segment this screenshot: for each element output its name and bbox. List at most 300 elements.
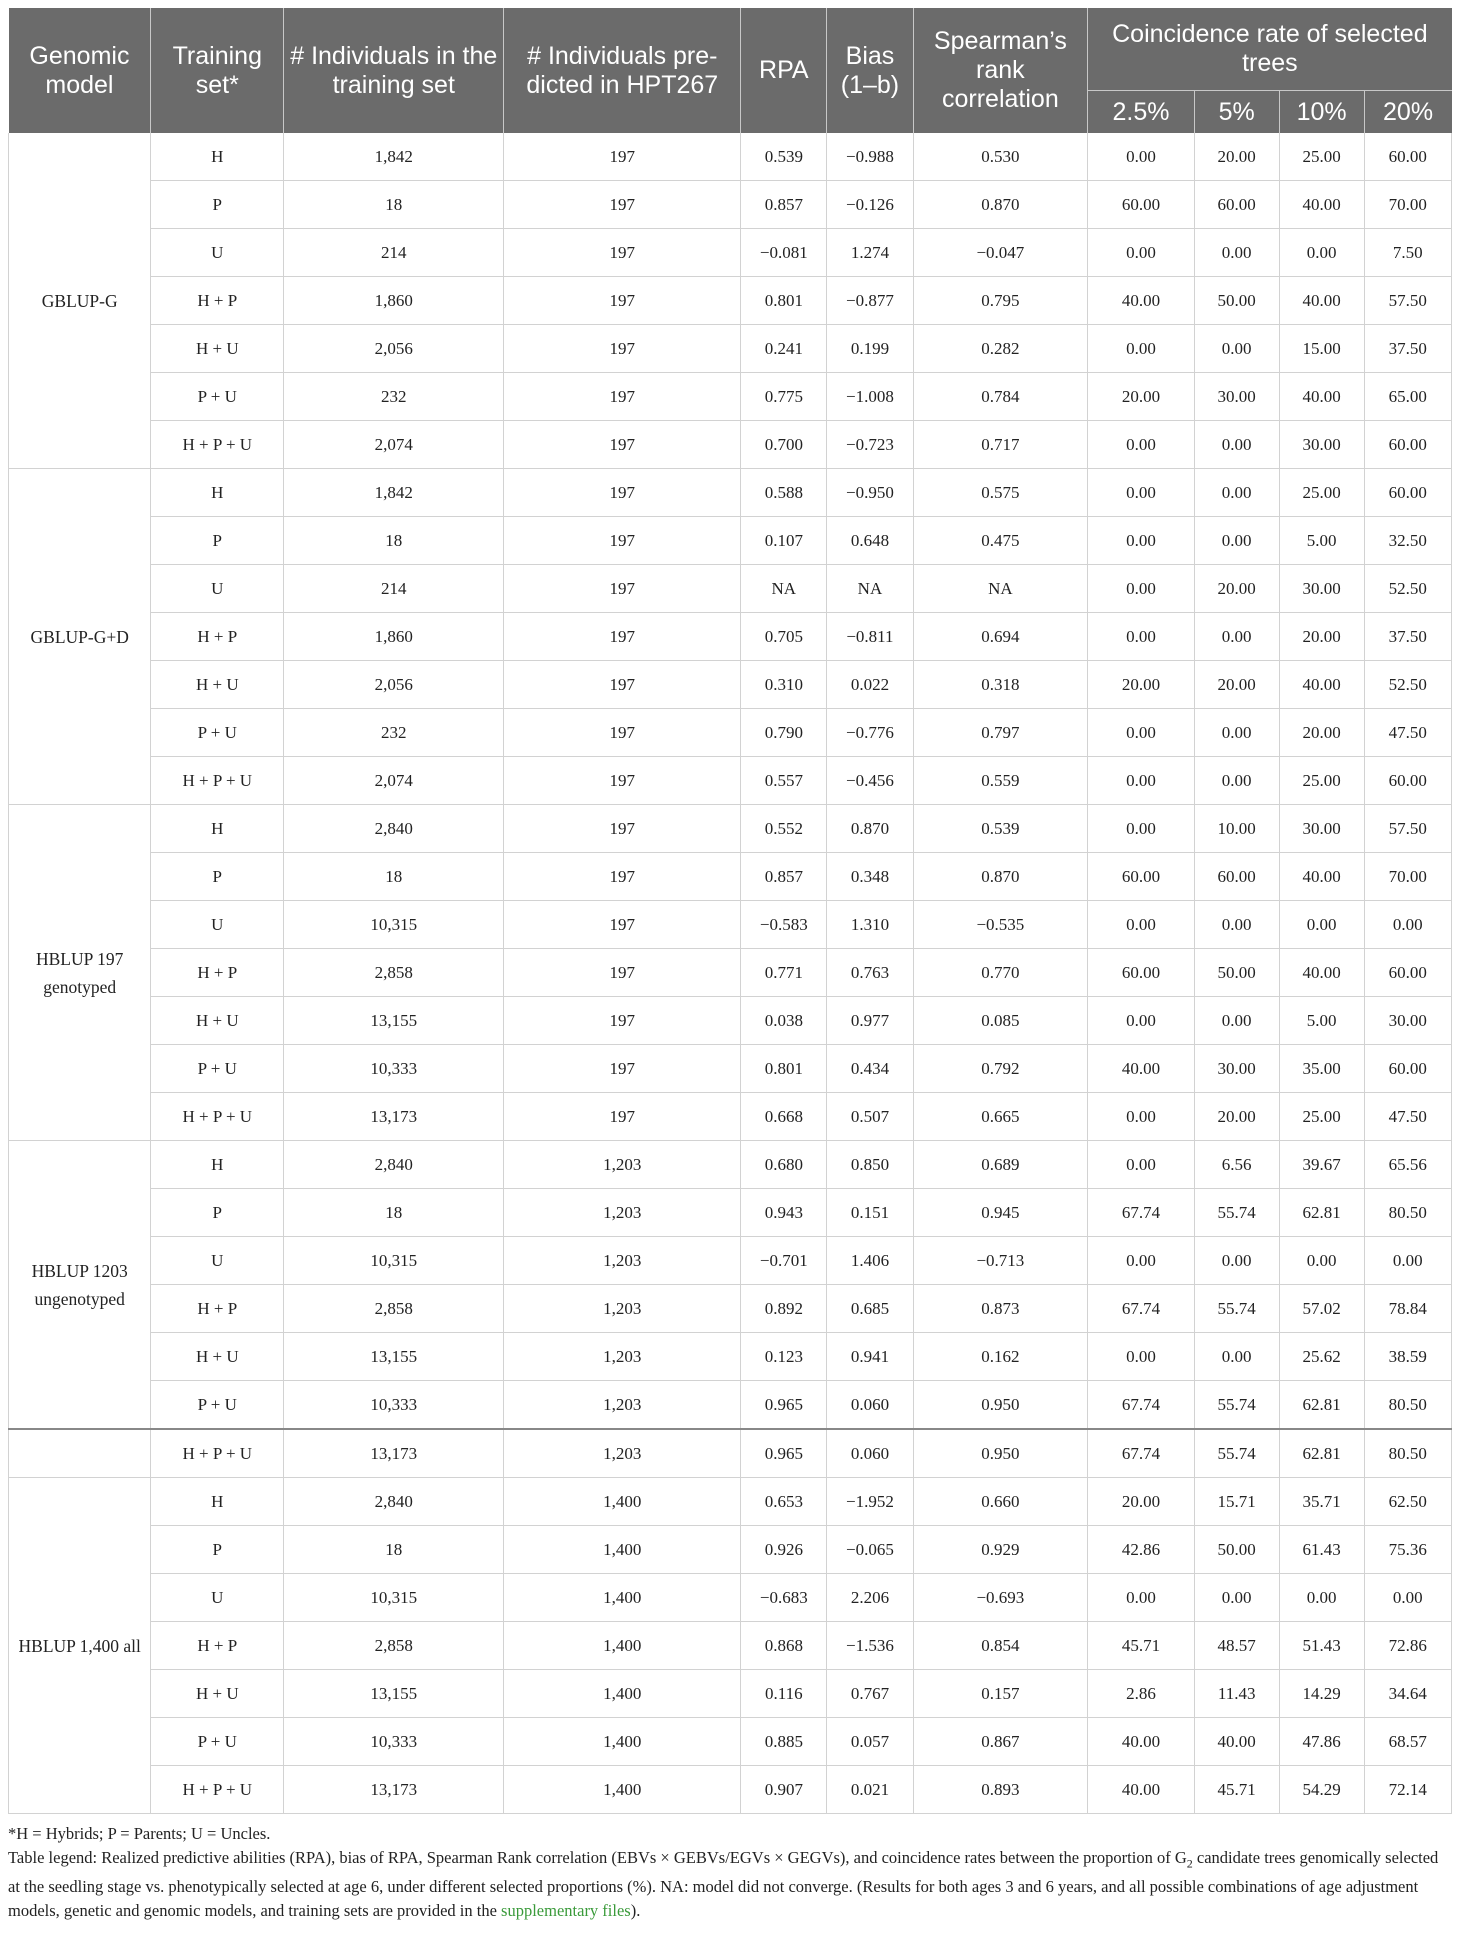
individuals-predicted-cell: 197 (504, 325, 741, 373)
rpa-cell: NA (741, 565, 827, 613)
bias-cell: 0.022 (827, 661, 913, 709)
coincidence-5-cell: 60.00 (1194, 853, 1279, 901)
coincidence-20-cell: 52.50 (1364, 565, 1451, 613)
spearman-cell: 0.539 (913, 805, 1088, 853)
individuals-training-cell: 2,074 (284, 757, 504, 805)
training-set-cell: H + U (151, 1333, 284, 1381)
individuals-predicted-cell: 1,203 (504, 1381, 741, 1430)
coincidence-2-5-cell: 67.74 (1088, 1189, 1194, 1237)
training-set-cell: H + U (151, 1670, 284, 1718)
table-row (9, 1718, 1452, 1766)
training-set-cell: P + U (151, 1045, 284, 1093)
individuals-predicted-cell: 1,400 (504, 1574, 741, 1622)
training-set-cell: H (151, 1141, 284, 1189)
coincidence-20-cell: 30.00 (1364, 997, 1451, 1045)
table-row (9, 1333, 1452, 1381)
spearman-cell: 0.689 (913, 1141, 1088, 1189)
coincidence-5-cell: 20.00 (1194, 661, 1279, 709)
document (8, 8, 1452, 1923)
coincidence-2-5-cell: 67.74 (1088, 1381, 1194, 1430)
individuals-predicted-cell: 197 (504, 613, 741, 661)
spearman-cell: 0.795 (913, 277, 1088, 325)
header-individuals-training: # Individuals in the training set (284, 8, 504, 133)
coincidence-20-cell: 80.50 (1364, 1429, 1451, 1478)
coincidence-10-cell: 15.00 (1279, 325, 1364, 373)
training-set-cell: H + U (151, 997, 284, 1045)
individuals-predicted-cell: 1,203 (504, 1333, 741, 1381)
rpa-cell: 0.557 (741, 757, 827, 805)
coincidence-10-cell: 0.00 (1279, 1237, 1364, 1285)
coincidence-10-cell: 39.67 (1279, 1141, 1364, 1189)
coincidence-5-cell: 0.00 (1194, 613, 1279, 661)
coincidence-5-cell: 55.74 (1194, 1429, 1279, 1478)
coincidence-5-cell: 45.71 (1194, 1766, 1279, 1814)
training-set-cell: P (151, 853, 284, 901)
coincidence-20-cell: 60.00 (1364, 469, 1451, 517)
individuals-predicted-cell: 197 (504, 757, 741, 805)
training-set-cell: H + P + U (151, 1766, 284, 1814)
coincidence-5-cell: 48.57 (1194, 1622, 1279, 1670)
individuals-training-cell: 10,333 (284, 1718, 504, 1766)
table-row (9, 949, 1452, 997)
spearman-cell: 0.854 (913, 1622, 1088, 1670)
rpa-cell: 0.771 (741, 949, 827, 997)
training-set-cell: H (151, 133, 284, 181)
bias-cell: −0.988 (827, 133, 913, 181)
bias-cell: −0.456 (827, 757, 913, 805)
training-set-cell: H (151, 805, 284, 853)
coincidence-2-5-cell: 60.00 (1088, 949, 1194, 997)
coincidence-2-5-cell: 0.00 (1088, 1237, 1194, 1285)
coincidence-5-cell: 6.56 (1194, 1141, 1279, 1189)
genomic-model-cell: GBLUP-G (9, 133, 151, 469)
individuals-predicted-cell: 1,203 (504, 1141, 741, 1189)
bias-cell: 0.850 (827, 1141, 913, 1189)
coincidence-5-cell: 55.74 (1194, 1189, 1279, 1237)
spearman-cell: 0.929 (913, 1526, 1088, 1574)
coincidence-10-cell: 51.43 (1279, 1622, 1364, 1670)
individuals-predicted-cell: 197 (504, 997, 741, 1045)
individuals-training-cell: 10,315 (284, 1237, 504, 1285)
bias-cell: 0.941 (827, 1333, 913, 1381)
table-row (9, 1622, 1452, 1670)
training-set-cell: P + U (151, 1718, 284, 1766)
individuals-training-cell: 2,074 (284, 421, 504, 469)
individuals-training-cell: 18 (284, 181, 504, 229)
header-proportion-2-5: 2.5% (1088, 91, 1194, 134)
individuals-predicted-cell: 197 (504, 661, 741, 709)
rpa-cell: 0.857 (741, 853, 827, 901)
rpa-cell: 0.653 (741, 1478, 827, 1526)
coincidence-20-cell: 60.00 (1364, 421, 1451, 469)
individuals-training-cell: 10,315 (284, 901, 504, 949)
individuals-training-cell: 1,842 (284, 133, 504, 181)
spearman-cell: 0.893 (913, 1766, 1088, 1814)
bias-cell: −0.065 (827, 1526, 913, 1574)
coincidence-10-cell: 5.00 (1279, 997, 1364, 1045)
coincidence-20-cell: 60.00 (1364, 949, 1451, 997)
individuals-predicted-cell: 197 (504, 853, 741, 901)
coincidence-20-cell: 0.00 (1364, 1574, 1451, 1622)
coincidence-10-cell: 57.02 (1279, 1285, 1364, 1333)
coincidence-5-cell: 11.43 (1194, 1670, 1279, 1718)
genomic-model-cell: HBLUP 1203 ungenotyped (9, 1141, 151, 1430)
coincidence-2-5-cell: 60.00 (1088, 853, 1194, 901)
rpa-cell: 0.965 (741, 1381, 827, 1430)
individuals-training-cell: 2,858 (284, 1285, 504, 1333)
individuals-predicted-cell: 197 (504, 949, 741, 997)
coincidence-2-5-cell: 0.00 (1088, 997, 1194, 1045)
bias-cell: 1.406 (827, 1237, 913, 1285)
table-row (9, 1670, 1452, 1718)
rpa-cell: −0.701 (741, 1237, 827, 1285)
coincidence-5-cell: 55.74 (1194, 1285, 1279, 1333)
coincidence-5-cell: 0.00 (1194, 997, 1279, 1045)
training-set-cell: P (151, 1526, 284, 1574)
table-row (9, 1766, 1452, 1814)
bias-cell: −1.952 (827, 1478, 913, 1526)
header-rpa: RPA (741, 8, 827, 133)
coincidence-10-cell: 40.00 (1279, 661, 1364, 709)
coincidence-2-5-cell: 40.00 (1088, 277, 1194, 325)
spearman-cell: 0.870 (913, 853, 1088, 901)
spearman-cell: 0.717 (913, 421, 1088, 469)
genomic-model-cell: GBLUP-G+D (9, 469, 151, 805)
individuals-training-cell: 18 (284, 517, 504, 565)
table-row (9, 421, 1452, 469)
rpa-cell: 0.857 (741, 181, 827, 229)
coincidence-20-cell: 38.59 (1364, 1333, 1451, 1381)
coincidence-2-5-cell: 20.00 (1088, 661, 1194, 709)
individuals-predicted-cell: 1,203 (504, 1189, 741, 1237)
coincidence-20-cell: 62.50 (1364, 1478, 1451, 1526)
individuals-predicted-cell: 197 (504, 1093, 741, 1141)
header-bias: Bias (1–b) (827, 8, 913, 133)
table-row (9, 1429, 1452, 1478)
table-row (9, 805, 1452, 853)
individuals-training-cell: 2,840 (284, 1141, 504, 1189)
rpa-cell: 0.943 (741, 1189, 827, 1237)
coincidence-5-cell: 50.00 (1194, 949, 1279, 997)
coincidence-10-cell: 40.00 (1279, 277, 1364, 325)
coincidence-10-cell: 35.71 (1279, 1478, 1364, 1526)
spearman-cell: 0.282 (913, 325, 1088, 373)
rpa-cell: 0.885 (741, 1718, 827, 1766)
genomic-model-cell: HBLUP 197 genotyped (9, 805, 151, 1141)
spearman-cell: −0.693 (913, 1574, 1088, 1622)
rpa-cell: 0.801 (741, 277, 827, 325)
training-set-cell: U (151, 1574, 284, 1622)
coincidence-2-5-cell: 40.00 (1088, 1718, 1194, 1766)
rpa-cell: 0.588 (741, 469, 827, 517)
table-row (9, 757, 1452, 805)
table-row (9, 181, 1452, 229)
individuals-training-cell: 1,860 (284, 613, 504, 661)
individuals-predicted-cell: 1,400 (504, 1670, 741, 1718)
coincidence-20-cell: 80.50 (1364, 1189, 1451, 1237)
rpa-cell: 0.705 (741, 613, 827, 661)
table-row (9, 1189, 1452, 1237)
coincidence-20-cell: 78.84 (1364, 1285, 1451, 1333)
coincidence-2-5-cell: 20.00 (1088, 1478, 1194, 1526)
coincidence-5-cell: 20.00 (1194, 565, 1279, 613)
spearman-cell: 0.694 (913, 613, 1088, 661)
spearman-cell: 0.559 (913, 757, 1088, 805)
coincidence-2-5-cell: 42.86 (1088, 1526, 1194, 1574)
table-row (9, 1093, 1452, 1141)
individuals-predicted-cell: 1,400 (504, 1622, 741, 1670)
training-set-cell: U (151, 229, 284, 277)
rpa-cell: 0.700 (741, 421, 827, 469)
coincidence-5-cell: 0.00 (1194, 757, 1279, 805)
bias-cell: 0.763 (827, 949, 913, 997)
rpa-cell: −0.583 (741, 901, 827, 949)
coincidence-20-cell: 32.50 (1364, 517, 1451, 565)
training-set-cell: H (151, 1478, 284, 1526)
spearman-cell: 0.162 (913, 1333, 1088, 1381)
coincidence-20-cell: 60.00 (1364, 133, 1451, 181)
rpa-cell: −0.081 (741, 229, 827, 277)
coincidence-2-5-cell: 0.00 (1088, 565, 1194, 613)
bias-cell: 0.648 (827, 517, 913, 565)
individuals-training-cell: 1,842 (284, 469, 504, 517)
individuals-training-cell: 13,155 (284, 997, 504, 1045)
coincidence-20-cell: 0.00 (1364, 1237, 1451, 1285)
coincidence-5-cell: 0.00 (1194, 709, 1279, 757)
coincidence-5-cell: 10.00 (1194, 805, 1279, 853)
supplementary-files-link[interactable]: supplementary files (501, 1901, 631, 1921)
spearman-cell: NA (913, 565, 1088, 613)
training-set-cell: H + P + U (151, 421, 284, 469)
training-set-cell: H + P (151, 1285, 284, 1333)
individuals-predicted-cell: 1,203 (504, 1237, 741, 1285)
coincidence-5-cell: 0.00 (1194, 1333, 1279, 1381)
rpa-cell: 0.539 (741, 133, 827, 181)
spearman-cell: 0.945 (913, 1189, 1088, 1237)
header-proportion-20: 20% (1364, 91, 1451, 134)
spearman-cell: 0.792 (913, 1045, 1088, 1093)
rpa-cell: 0.038 (741, 997, 827, 1045)
individuals-training-cell: 18 (284, 1189, 504, 1237)
rpa-cell: 0.965 (741, 1429, 827, 1478)
bias-cell: 0.507 (827, 1093, 913, 1141)
table-row (9, 1237, 1452, 1285)
table-row (9, 133, 1452, 181)
bias-cell: NA (827, 565, 913, 613)
individuals-predicted-cell: 197 (504, 181, 741, 229)
coincidence-10-cell: 25.62 (1279, 1333, 1364, 1381)
coincidence-20-cell: 7.50 (1364, 229, 1451, 277)
individuals-training-cell: 13,155 (284, 1333, 504, 1381)
genomic-model-cell (9, 1429, 151, 1478)
coincidence-20-cell: 65.56 (1364, 1141, 1451, 1189)
spearman-cell: 0.575 (913, 469, 1088, 517)
training-set-cell: H + P + U (151, 1429, 284, 1478)
coincidence-10-cell: 62.81 (1279, 1381, 1364, 1430)
header-individuals-predicted: # Individuals pre-dicted in HPT267 (504, 8, 741, 133)
training-set-cell: H + U (151, 325, 284, 373)
coincidence-5-cell: 0.00 (1194, 469, 1279, 517)
training-set-cell: P + U (151, 1381, 284, 1430)
individuals-training-cell: 2,840 (284, 805, 504, 853)
individuals-predicted-cell: 1,203 (504, 1285, 741, 1333)
bias-cell: 1.274 (827, 229, 913, 277)
spearman-cell: 0.797 (913, 709, 1088, 757)
legend-end: ). (630, 1901, 641, 1921)
coincidence-5-cell: 0.00 (1194, 421, 1279, 469)
coincidence-2-5-cell: 0.00 (1088, 1574, 1194, 1622)
table-row (9, 373, 1452, 421)
bias-cell: −0.811 (827, 613, 913, 661)
coincidence-5-cell: 30.00 (1194, 1045, 1279, 1093)
individuals-predicted-cell: 197 (504, 133, 741, 181)
coincidence-20-cell: 60.00 (1364, 757, 1451, 805)
individuals-predicted-cell: 197 (504, 421, 741, 469)
spearman-cell: 0.530 (913, 133, 1088, 181)
coincidence-10-cell: 40.00 (1279, 853, 1364, 901)
individuals-predicted-cell: 197 (504, 469, 741, 517)
table-row (9, 277, 1452, 325)
header-genomic-model: Genomic model (9, 8, 151, 133)
coincidence-10-cell: 54.29 (1279, 1766, 1364, 1814)
individuals-training-cell: 232 (284, 709, 504, 757)
individuals-predicted-cell: 197 (504, 805, 741, 853)
coincidence-10-cell: 62.81 (1279, 1429, 1364, 1478)
coincidence-2-5-cell: 0.00 (1088, 517, 1194, 565)
spearman-cell: −0.535 (913, 901, 1088, 949)
coincidence-5-cell: 20.00 (1194, 1093, 1279, 1141)
spearman-cell: 0.475 (913, 517, 1088, 565)
coincidence-2-5-cell: 0.00 (1088, 709, 1194, 757)
table-row (9, 1574, 1452, 1622)
coincidence-20-cell: 70.00 (1364, 853, 1451, 901)
coincidence-2-5-cell: 60.00 (1088, 181, 1194, 229)
table-row (9, 517, 1452, 565)
training-set-cell: H (151, 469, 284, 517)
coincidence-10-cell: 25.00 (1279, 757, 1364, 805)
individuals-training-cell: 10,333 (284, 1381, 504, 1430)
coincidence-2-5-cell: 67.74 (1088, 1429, 1194, 1478)
table-row (9, 1526, 1452, 1574)
footnote: *H = Hybrids; P = Parents; U = Uncles. (8, 1824, 271, 1843)
spearman-cell: 0.660 (913, 1478, 1088, 1526)
coincidence-10-cell: 40.00 (1279, 949, 1364, 997)
coincidence-5-cell: 0.00 (1194, 901, 1279, 949)
bias-cell: 0.348 (827, 853, 913, 901)
training-set-cell: U (151, 901, 284, 949)
training-set-cell: H + P (151, 613, 284, 661)
spearman-cell: 0.770 (913, 949, 1088, 997)
table-row (9, 853, 1452, 901)
coincidence-5-cell: 20.00 (1194, 133, 1279, 181)
rpa-cell: 0.775 (741, 373, 827, 421)
coincidence-20-cell: 57.50 (1364, 805, 1451, 853)
rpa-cell: 0.790 (741, 709, 827, 757)
spearman-cell: −0.713 (913, 1237, 1088, 1285)
coincidence-10-cell: 40.00 (1279, 373, 1364, 421)
rpa-cell: 0.552 (741, 805, 827, 853)
table-row (9, 1381, 1452, 1430)
individuals-predicted-cell: 1,203 (504, 1429, 741, 1478)
individuals-training-cell: 2,840 (284, 1478, 504, 1526)
table-row (9, 1141, 1452, 1189)
rpa-cell: −0.683 (741, 1574, 827, 1622)
bias-cell: −0.877 (827, 277, 913, 325)
individuals-training-cell: 18 (284, 853, 504, 901)
coincidence-2-5-cell: 20.00 (1088, 373, 1194, 421)
bias-cell: 1.310 (827, 901, 913, 949)
rpa-cell: 0.868 (741, 1622, 827, 1670)
coincidence-10-cell: 0.00 (1279, 901, 1364, 949)
training-set-cell: H + U (151, 661, 284, 709)
coincidence-2-5-cell: 40.00 (1088, 1045, 1194, 1093)
rpa-cell: 0.892 (741, 1285, 827, 1333)
coincidence-5-cell: 0.00 (1194, 325, 1279, 373)
individuals-predicted-cell: 1,400 (504, 1718, 741, 1766)
coincidence-2-5-cell: 0.00 (1088, 1093, 1194, 1141)
coincidence-5-cell: 0.00 (1194, 1574, 1279, 1622)
bias-cell: 2.206 (827, 1574, 913, 1622)
bias-cell: 0.199 (827, 325, 913, 373)
rpa-cell: 0.241 (741, 325, 827, 373)
individuals-training-cell: 232 (284, 373, 504, 421)
coincidence-2-5-cell: 0.00 (1088, 325, 1194, 373)
table-row (9, 1045, 1452, 1093)
individuals-predicted-cell: 1,400 (504, 1526, 741, 1574)
coincidence-2-5-cell: 0.00 (1088, 421, 1194, 469)
coincidence-10-cell: 25.00 (1279, 469, 1364, 517)
bias-cell: 0.977 (827, 997, 913, 1045)
individuals-predicted-cell: 1,400 (504, 1766, 741, 1814)
coincidence-2-5-cell: 67.74 (1088, 1285, 1194, 1333)
individuals-training-cell: 2,858 (284, 1622, 504, 1670)
coincidence-2-5-cell: 40.00 (1088, 1766, 1194, 1814)
spearman-cell: 0.784 (913, 373, 1088, 421)
coincidence-20-cell: 0.00 (1364, 901, 1451, 949)
individuals-predicted-cell: 197 (504, 517, 741, 565)
legend-text: Table legend: Realized predictive abilities (RPA), bias of RPA, Spearman Rank correlation (EBVs × GEBVs/EGVs × GEGVs), and coincidence rates between the proportion of G (8, 1848, 1187, 1867)
bias-cell: −0.126 (827, 181, 913, 229)
coincidence-20-cell: 75.36 (1364, 1526, 1451, 1574)
bias-cell: 0.060 (827, 1429, 913, 1478)
rpa-cell: 0.116 (741, 1670, 827, 1718)
coincidence-20-cell: 68.57 (1364, 1718, 1451, 1766)
coincidence-10-cell: 62.81 (1279, 1189, 1364, 1237)
genomic-model-cell: HBLUP 1,400 all (9, 1478, 151, 1814)
coincidence-10-cell: 30.00 (1279, 565, 1364, 613)
individuals-training-cell: 2,056 (284, 661, 504, 709)
coincidence-10-cell: 0.00 (1279, 1574, 1364, 1622)
spearman-cell: 0.873 (913, 1285, 1088, 1333)
coincidence-10-cell: 30.00 (1279, 421, 1364, 469)
bias-cell: −1.536 (827, 1622, 913, 1670)
coincidence-20-cell: 37.50 (1364, 325, 1451, 373)
coincidence-5-cell: 60.00 (1194, 181, 1279, 229)
coincidence-10-cell: 40.00 (1279, 181, 1364, 229)
coincidence-5-cell: 0.00 (1194, 229, 1279, 277)
spearman-cell: 0.867 (913, 1718, 1088, 1766)
bias-cell: 0.057 (827, 1718, 913, 1766)
table-row (9, 325, 1452, 373)
coincidence-10-cell: 47.86 (1279, 1718, 1364, 1766)
table-row (9, 1285, 1452, 1333)
training-set-cell: H + P + U (151, 757, 284, 805)
training-set-cell: H + P (151, 949, 284, 997)
table-body (9, 133, 1452, 1814)
coincidence-10-cell: 14.29 (1279, 1670, 1364, 1718)
table-row (9, 997, 1452, 1045)
individuals-training-cell: 18 (284, 1526, 504, 1574)
